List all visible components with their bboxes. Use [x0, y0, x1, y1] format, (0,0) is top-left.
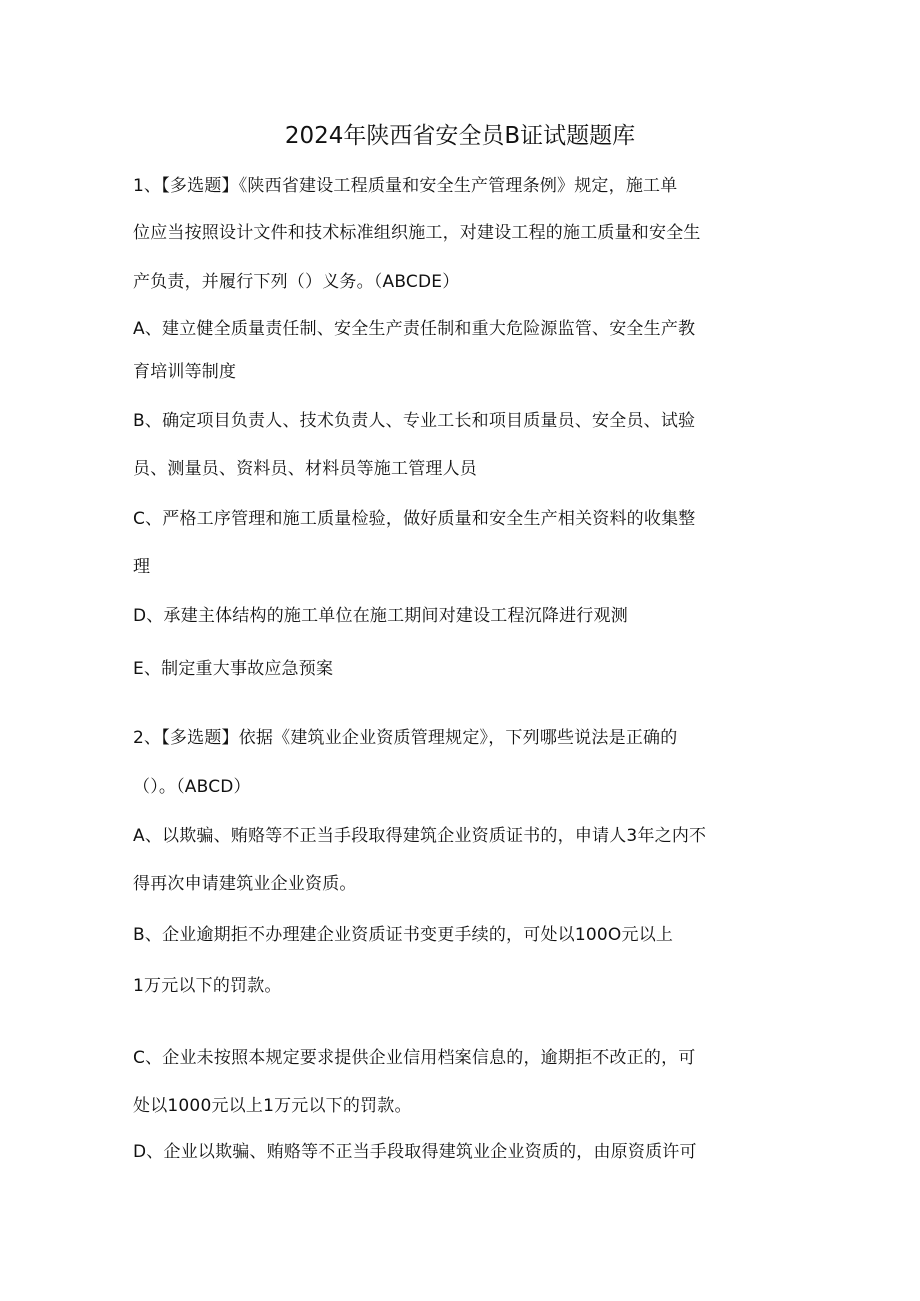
question-2-stem-line-1: 2、【多选题】依据《建筑业企业资质管理规定》，下列哪些说法是正确的 [133, 728, 678, 748]
question-1-option-b-line-2: 员、测量员、资料员、材料员等施工管理人员 [133, 459, 477, 479]
question-2-option-c-line-2: 处以1000元以上1万元以下的罚款。 [133, 1096, 412, 1116]
question-1-option-c-line-2: 理 [133, 557, 151, 577]
question-2-option-a-line-2: 得再次申请建筑业企业资质。 [133, 874, 357, 894]
question-2-option-a-line-1: A、以欺骗、贿赂等不正当手段取得建筑企业资质证书的，申请人3年之内不 [133, 826, 707, 846]
question-1-option-e-line-1: E、制定重大事故应急预案 [133, 659, 334, 679]
question-1-stem-line-1: 1、【多选题】《陕西省建设工程质量和安全生产管理条例》规定，施工单 [133, 176, 678, 196]
question-1-option-c-line-1: C、严格工序管理和施工质量检验，做好质量和安全生产相关资料的收集整 [133, 509, 696, 529]
question-2-option-b-line-1: B、企业逾期拒不办理建企业资质证书变更手续的，可处以100O元以上 [133, 925, 674, 945]
question-2-stem-line-2: （）。（ABCD） [133, 777, 251, 797]
question-1-stem-line-3: 产负责，并履行下列（）义务。（ABCDE） [133, 272, 460, 292]
question-1-option-d-line-1: D、承建主体结构的施工单位在施工期间对建设工程沉降进行观测 [133, 606, 628, 626]
question-1-option-b-line-1: B、确定项目负责人、技术负责人、专业工长和项目质量员、安全员、试验 [133, 411, 696, 431]
question-2-option-b-line-2: 1万元以下的罚款。 [133, 976, 282, 996]
question-2-option-c-line-1: C、企业未按照本规定要求提供企业信用档案信息的，逾期拒不改正的，可 [133, 1048, 696, 1068]
question-1-option-a-line-2: 育培训等制度 [133, 362, 237, 382]
question-2-option-d-line-1: D、企业以欺骗、贿赂等不正当手段取得建筑业企业资质的，由原资质许可 [133, 1142, 697, 1162]
question-1-stem-line-2: 位应当按照设计文件和技术标准组织施工，对建设工程的施工质量和安全生 [133, 223, 701, 243]
question-1-option-a-line-1: A、建立健全质量责任制、安全生产责任制和重大危险源监管、安全生产教 [133, 319, 696, 339]
document-title: 2024年陕西省安全员B证试题题库 [284, 123, 636, 149]
